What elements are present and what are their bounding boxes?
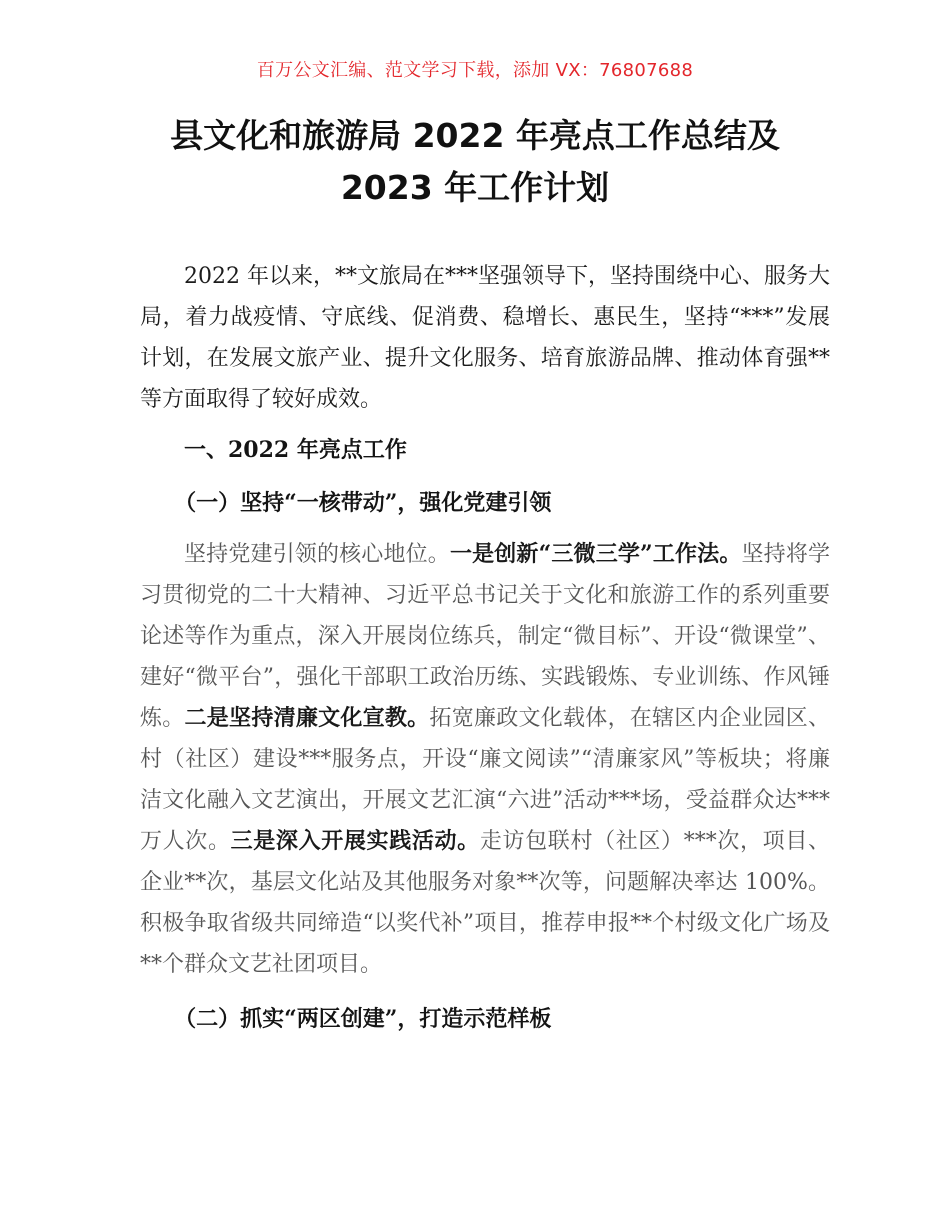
- title-line-1: 县文化和旅游局 2022 年亮点工作总结及: [170, 116, 780, 155]
- watermark-banner: 百万公文汇编、范文学习下载，添加 VX：76807688: [256, 60, 694, 81]
- subsection-1-paragraph: [140, 534, 830, 985]
- subsection-heading-2: （二）抓实“两区创建”，打造示范样板: [174, 1006, 552, 1032]
- point-2-title: 二是坚持清廉文化宣教。: [184, 705, 430, 731]
- point-3-title: 三是深入开展实践活动。: [230, 828, 480, 854]
- document-body: [140, 256, 830, 1050]
- subsection-heading-1: （一）坚持“一核带动”，强化党建引领: [174, 490, 552, 516]
- section-heading-1: 一、2022 年亮点工作: [184, 437, 407, 463]
- point-1-title: 一是创新“三微三学”工作法。: [449, 541, 742, 567]
- point-2-text: 拓宽廉政文化载体，在辖区内企业园区、村（社区）建设***服务点，开设“廉文阅读”“清廉家风”等板块；将廉洁文化融入文艺演出，开展文艺汇演“六进”活动***场，受益群众达***万人次。: [140, 706, 830, 854]
- point-3-text: 走访包联村（社区）***次，项目、企业**次，基层文化站及其他服务对象**次等，问题解决率达 100%。积极争取省级共同缔造“以奖代补”项目，推荐申报**个村级文化广场及**个群众文艺社团项目。: [140, 829, 831, 977]
- intro-paragraph: 2022 年以来，**文旅局在***坚强领导下，坚持围绕中心、服务大局，着力战疫情、守底线、促消费、稳增长、惠民生，坚持“***”发展计划，在发展文旅产业、提升文化服务、培育旅游品牌、推动体育强**等方面取得了较好成效。: [140, 264, 830, 412]
- page-title: [0, 110, 950, 214]
- title-line-2: 2023 年工作计划: [340, 168, 610, 207]
- point-1-text: 坚持将学习贯彻党的二十大精神、习近平总书记关于文化和旅游工作的系列重要论述等作为重点，深入开展岗位练兵，制定“微目标”、开设“微课堂”、建好“微平台”，强化干部职工政治历练、实践锻炼、专业训练、作风锤炼。: [140, 542, 830, 731]
- lead-sentence: 坚持党建引领的核心地位。: [184, 542, 450, 567]
